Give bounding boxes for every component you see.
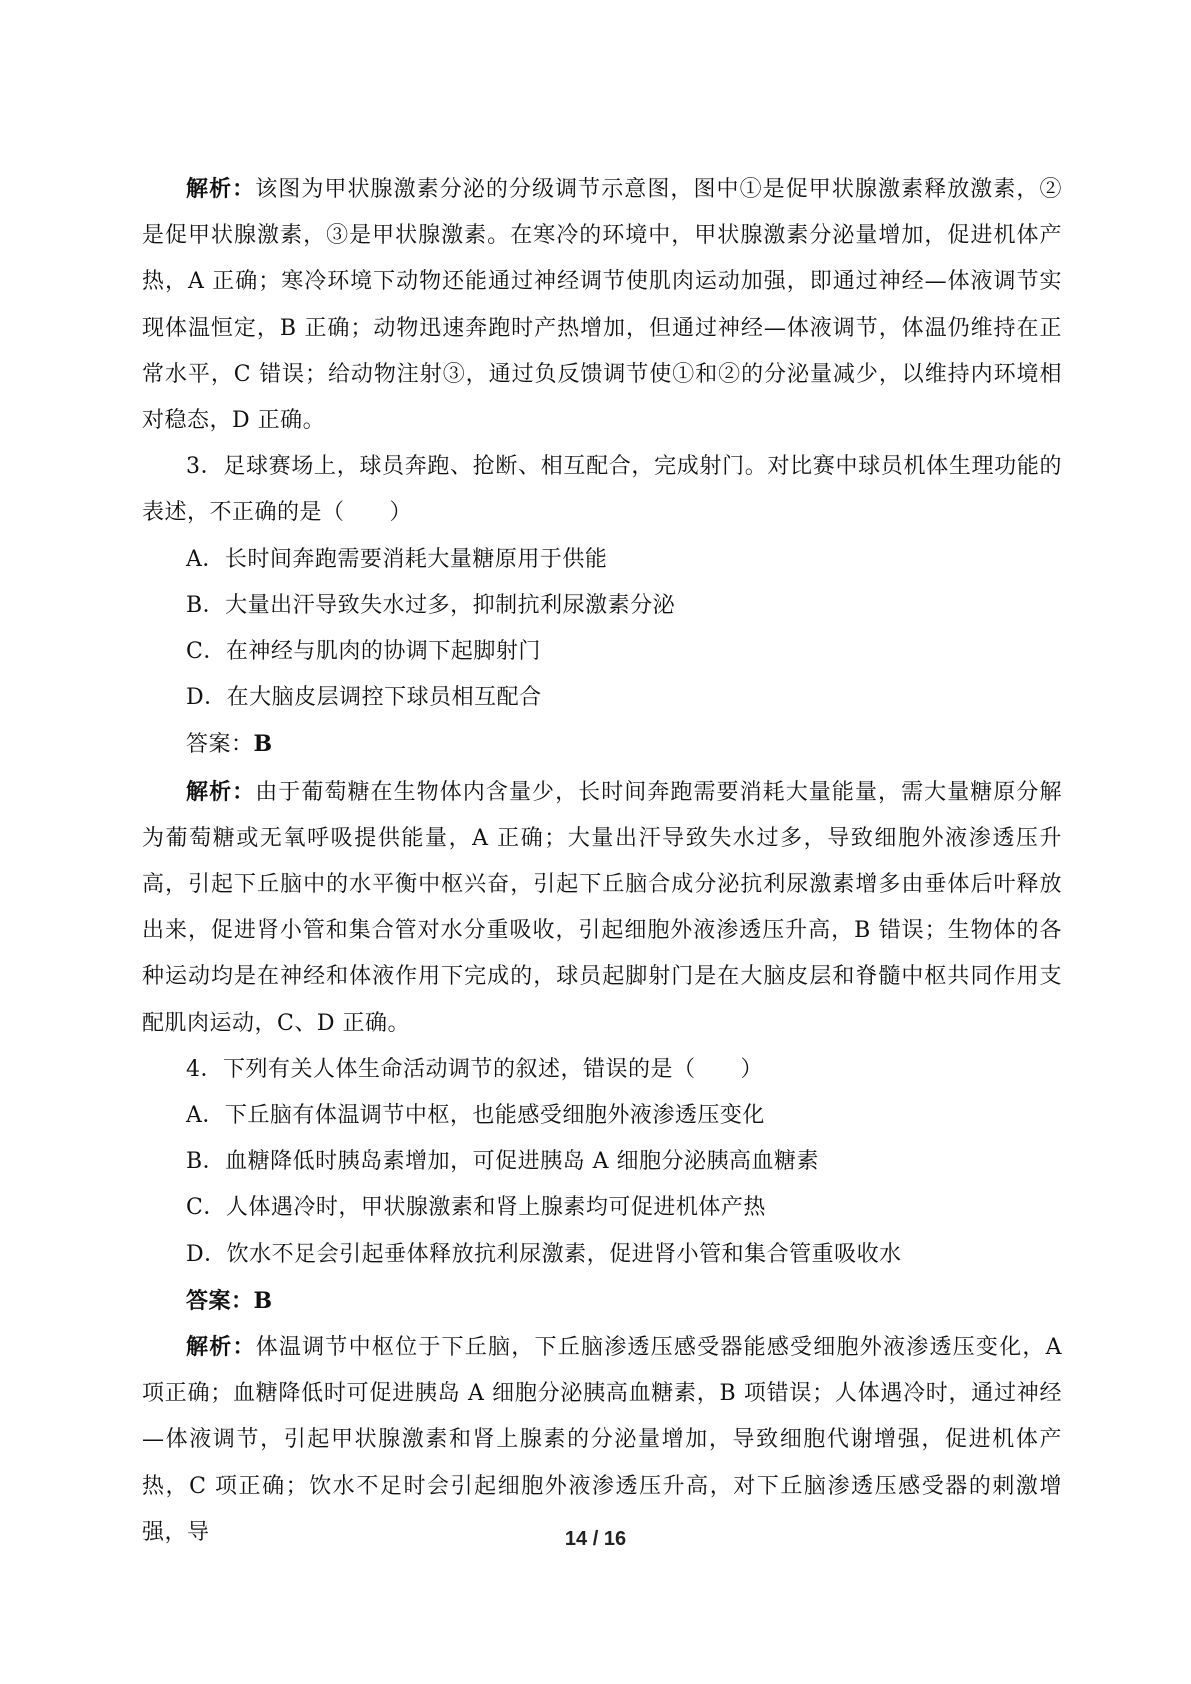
question-3-option-b: B．大量出汗导致失水过多，抑制抗利尿激素分泌 [186, 592, 676, 618]
page-number: 14 / 16 [564, 1528, 627, 1550]
analysis-text: 该图为甲状腺激素分泌的分级调节示意图，图中①是促甲状腺激素释放激素，②是促甲状腺激素，③是甲状腺激素。在寒冷的环境中，甲状腺激素分泌量增加，促进机体产热，A 正确；寒冷环境下动物还能通过神经调节使肌肉运动加强，即通过神经—体液调节实现体温恒定，B 正确；动物迅速奔跑时产热增加，但通过神经—体液调节，体温仍维持在正常水平，C 错误；给动物注射③，通过负反馈调节使①和②的分泌量减少，以维持内环境相对稳态，D 正确。 [142, 177, 1062, 434]
question-4-option-c: C．人体遇冷时，甲状腺激素和肾上腺素均可促进机体产热 [186, 1195, 766, 1221]
answer-label: 答案： [186, 1287, 254, 1314]
question-4-option-a: A．下丘脑有体温调节中枢，也能感受细胞外液渗透压变化 [186, 1103, 765, 1129]
analysis-label: 解析： [186, 176, 256, 202]
question-3-stem: 3．足球赛场上，球员奔跑、抢断、相互配合，完成射门。对比赛中球员机体生理功能的表述，不正确的是（ ） [142, 454, 1062, 526]
page-content [142, 166, 1062, 1556]
answer-label: 答案： [186, 732, 254, 758]
question-4-stem: 4．下列有关人体生命活动调节的叙述，错误的是（ ） [186, 1056, 763, 1082]
analysis-paragraph-q2 [142, 166, 1062, 444]
question-4-option-d: D．饮水不足会引起垂体释放抗利尿激素，促进肾小管和集合管重吸收水 [186, 1241, 902, 1267]
analysis-label: 解析： [186, 778, 256, 805]
question-3-option-a: A．长时间奔跑需要消耗大量糖原用于供能 [186, 546, 608, 572]
question-3-option-d: D．在大脑皮层调控下球员相互配合 [186, 685, 542, 711]
analysis-text: 体温调节中枢位于下丘脑，下丘脑渗透压感受器能感受细胞外液渗透压变化，A 项正确；血糖降低时可促进胰岛 A 细胞分泌胰高血糖素，B 项错误；人体遇冷时，通过神经—体液调节，引起甲状腺激素和肾上腺素的分泌量增加，导致细胞代谢增强，促进机体产热，C 项正确；饮水不足时会引起细胞外液渗透压升高，对下丘脑渗透压感受器的刺激增强，导 [142, 1335, 1062, 1545]
question-3-analysis [142, 769, 1062, 1047]
question-4-analysis [142, 1324, 1062, 1556]
analysis-text: 由于葡萄糖在生物体内含量少，长时间奔跑需要消耗大量能量，需大量糖原分解为葡萄糖或无氧呼吸提供能量，A 正确；大量出汗导致失水过多，导致细胞外液渗透压升高，引起下丘脑中的水平衡中枢兴奋，引起下丘脑合成分泌抗利尿激素增多由垂体后叶释放出来，促进肾小管和集合管对水分重吸收，引起细胞外液渗透压升高，B 错误；生物体的各种运动均是在神经和体液作用下完成的，球员起脚射门是在大脑皮层和脊髓中枢共同作用支配肌肉运动，C、D 正确。 [142, 779, 1062, 1036]
question-4-option-b: B．血糖降低时胰岛素增加，可促进胰岛 A 细胞分泌胰高血糖素 [186, 1149, 820, 1175]
answer-value: B [253, 1287, 273, 1314]
question-3-option-c: C．在神经与肌肉的协调下起脚射门 [186, 639, 541, 665]
analysis-label: 解析： [186, 1334, 256, 1361]
question-3-answer [142, 721, 1062, 768]
question-4-answer [142, 1278, 1062, 1324]
answer-value: B [253, 731, 273, 758]
